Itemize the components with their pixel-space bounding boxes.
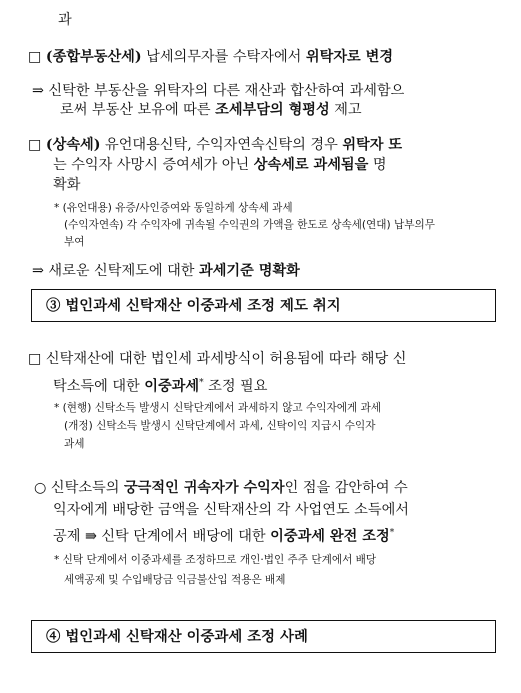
arrow-icon: ⇒ [32,83,44,99]
footnote-line: 세액공제 및 수입배당금 익금불산입 적용은 배제 [64,574,286,586]
item-emphasis: 궁극적인 귀속자가 수익자 [123,480,285,496]
item-text: 는 수익자 사망시 증여세가 아닌 [53,157,250,173]
sub-text: 새로운 신탁제도에 대한 [48,263,195,279]
footnote-marker: * [199,378,204,388]
square-bullet-icon: □ [28,49,42,65]
circle-bullet-item [34,476,408,500]
footnote-line: 과세 [64,438,85,450]
item-line-3 [53,521,394,549]
footnote-marker: * [389,528,395,538]
footnote-line: * (현행) 신탁소득 발생시 신탁단계에서 과세하지 않고 수익자에게 과세 [54,402,382,414]
item-line-3: 확화 [53,177,81,193]
sub-emphasis: 과세기준 명확화 [199,263,300,279]
section-heading-box-3 [31,289,496,322]
bullet-item-comprehensive-real-estate-tax [28,45,393,69]
section-heading: ④ 법인과세 신탁재산 이중과세 조정 사례 [46,628,308,645]
item-text: 공제 [53,528,81,545]
item-text: 신탁 단계에서 배당에 대한 [101,528,266,545]
footnote-line: (수익자연속) 각 수익자에 귀속될 수익권의 가액을 한도로 상속세(연대) 납부의무 [64,219,435,231]
section-heading: ③ 법인과세 신탁재산 이중과세 조정 제도 취지 [46,297,341,314]
item-text: 신탁소득의 [50,480,120,496]
section-heading-box-4 [31,620,496,653]
sub-text: 제고 [334,102,362,118]
double-arrow-icon: ⇛ [84,528,97,545]
footnote-line: * 신탁 단계에서 이중과세를 조정하므로 개인·법인 주주 단계에서 배당 [54,554,377,566]
footnote-line: 부여 [64,236,85,248]
square-bullet-icon: □ [28,351,42,367]
item-text: 명 [372,157,387,173]
sub-text: 신탁한 부동산을 위탁자의 다른 재산과 합산하여 과세함으 [48,83,405,99]
item-line-2 [53,371,267,399]
item-emphasis: 위탁자로 변경 [305,49,394,65]
footnote-line: (개정) 신탁소득 발생시 신탁단계에서 과세, 신탁이익 지급시 수익자 [64,420,376,432]
item-emphasis: 이중과세 완전 조정 [270,528,390,545]
item-emphasis: 이중과세 [144,378,200,395]
item-text: 신탁재산에 대한 법인세 과세방식이 허용됨에 따라 해당 신 [45,351,407,367]
arrow-line-2 [60,98,362,122]
bullet-item-double-taxation [28,347,406,371]
item-text: 탁소득에 대한 [53,378,140,395]
item-line-2 [53,153,387,177]
footnote-line: * (유언대용) 유증/사인증여와 동일하게 상속세 과세 [54,202,293,214]
item-emphasis: 상속세로 과세됨을 [253,157,369,173]
sub-text: 로써 부동산 보유에 따른 [60,102,211,118]
item-tag: (상속세) [45,137,101,153]
paragraph-continuation: 과 [58,12,72,28]
square-bullet-icon: □ [28,137,42,153]
item-text: 유언대용신탁, 수익자연속신탁의 경우 [104,137,338,153]
arrow-icon: ⇒ [32,263,44,279]
item-text: 조정 필요 [208,378,268,395]
item-text: 인 점을 감안하여 수 [284,480,408,496]
item-tag: (종합부동산세) [45,49,142,65]
arrow-line [32,259,300,283]
circle-bullet-icon: ○ [34,480,47,496]
item-emphasis: 위탁자 또 [342,137,403,153]
sub-emphasis: 조세부담의 형평성 [215,102,330,118]
item-line-2: 익자에게 배당한 금액을 신탁재산의 각 사업연도 소득에서 [53,502,409,518]
item-text: 납세의무자를 수탁자에서 [146,49,302,65]
